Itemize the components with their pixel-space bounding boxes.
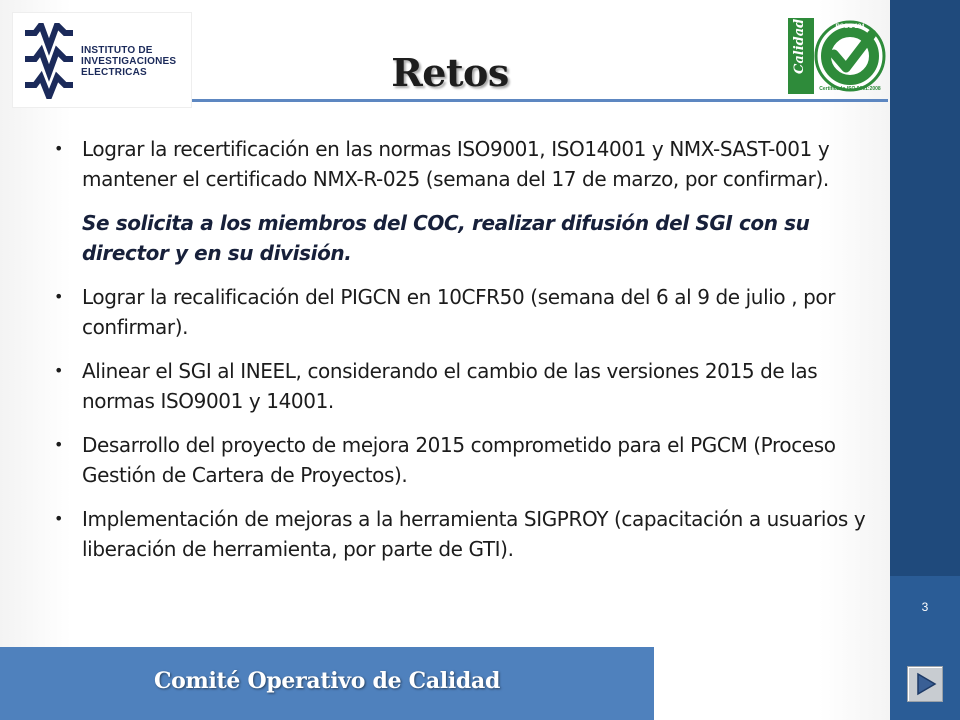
note-text: Se solicita a los miembros del COC, realizar difusión del SGI con su director y en su división. (82, 211, 810, 265)
title-divider (192, 99, 888, 102)
next-slide-button[interactable] (907, 666, 943, 702)
institute-logo (12, 12, 192, 108)
footer-title: Comité Operativo de Calidad (153, 668, 501, 694)
list-item (50, 504, 870, 564)
list-item-text: Desarrollo del proyecto de mejora 2015 comprometido para el PGCM (Proceso Gestión de Cartera de Proyectos). (82, 433, 836, 487)
bullet-icon: • (54, 509, 64, 528)
logo-line: INSTITUTO DE (81, 45, 153, 56)
list-item-text: Implementación de mejoras a la herramienta SIGPROY (capacitación a usuarios y liberación de herramienta, por parte de GTI). (82, 507, 866, 561)
bullet-icon: • (54, 139, 64, 158)
cert-side-label: Calidad (792, 18, 807, 74)
certification-badge (786, 14, 886, 98)
logo-text (81, 45, 191, 78)
list-item (50, 356, 870, 416)
list-item (50, 430, 870, 490)
list-item-text: Alinear el SGI al INEEL, considerando el cambio de las versiones 2015 de las normas ISO9001 y 14001. (82, 359, 818, 413)
list-item (50, 134, 870, 194)
bullet-icon: • (54, 435, 64, 454)
cert-ring-label: Certificado ISO 9001:2008 (819, 86, 881, 92)
cert-top-label: RSGC 124 (835, 24, 865, 30)
institute-wave-icon (21, 23, 77, 99)
list-item-text: Lograr la recertificación en las normas ISO9001, ISO14001 y NMX-SAST-001 y mantener el certificado NMX-R-025 (semana del 17 de marzo, por confirmar). (82, 137, 830, 191)
bullet-icon: • (54, 361, 64, 380)
logo-line: INVESTIGACIONES (81, 56, 177, 67)
play-next-icon (908, 667, 942, 701)
slide-title: Retos (391, 50, 509, 95)
list-item-text: Lograr la recalificación del PIGCN en 10CFR50 (semana del 6 al 9 de julio , por confirmar). (82, 285, 836, 339)
list-item (50, 282, 870, 342)
content-area (50, 134, 870, 578)
logo-line: ELECTRICAS (81, 67, 147, 78)
slide-number: 3 (921, 600, 929, 614)
bullet-icon: • (54, 287, 64, 306)
